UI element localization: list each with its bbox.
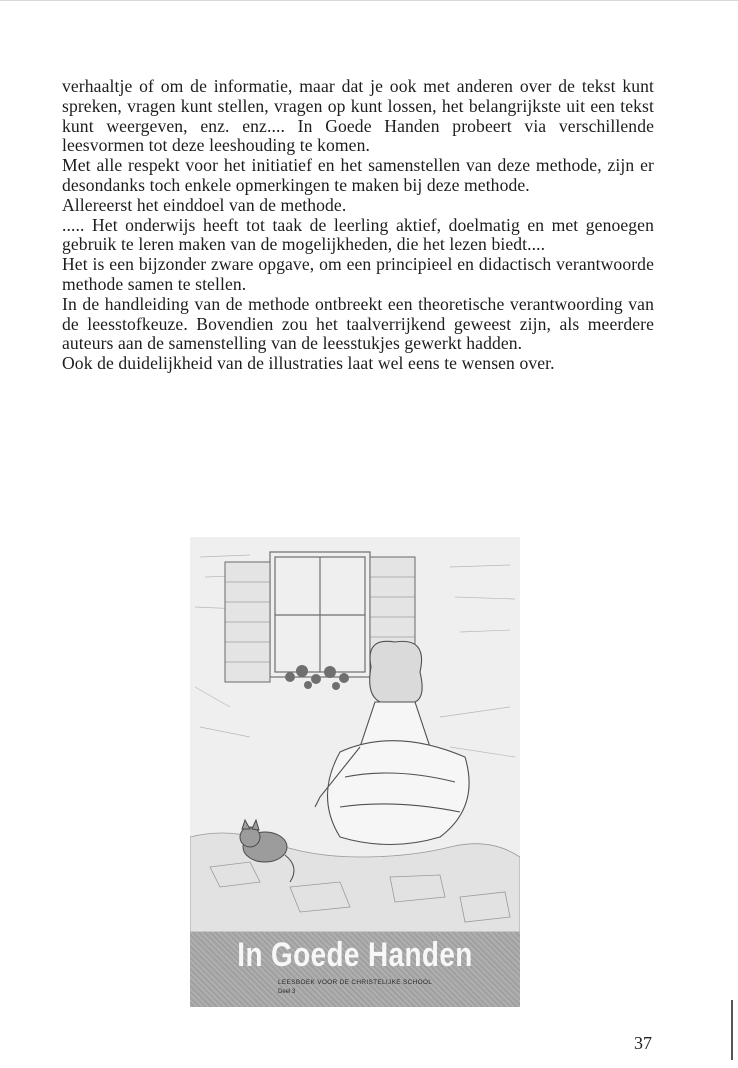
cover-title: In Goede Handen xyxy=(237,936,473,974)
paragraph-5: Het is een bijzonder zware opgave, om een principieel en didactisch verantwoorde methode samen te stellen. xyxy=(62,254,654,294)
page-number: 37 xyxy=(634,1033,652,1053)
paragraph-7: Ook de duidelijkheid van de illustraties laat wel eens te wensen over. xyxy=(62,353,555,374)
paragraph-3: Allereerst het einddoel van de methode. xyxy=(62,194,347,215)
paragraph-1: verhaaltje of om de informatie, maar dat je ook met anderen over de tekst kunt spreken, vragen kunt stellen, vragen op kunt lossen, het belangrijkste uit een tekst kunt weergeven, enz. enz.... In Goede Handen probeert via verschillende leesvormen tot deze leeshouding te komen. xyxy=(62,76,654,156)
page-edge-mark xyxy=(731,1000,733,1060)
paragraph-2: Met alle respekt voor het initiatief en het samenstellen van deze methode, zijn er desondanks toch enkele opmerkingen te maken bij deze methode. xyxy=(62,155,654,195)
cover-part-label: Deel 3 xyxy=(278,989,296,995)
cover-subtitle: LEESBOEK VOOR DE CHRISTELIJKE SCHOOL xyxy=(278,979,433,986)
cover-drawing xyxy=(190,537,520,932)
cover-title-band xyxy=(190,932,520,1007)
body-text xyxy=(62,77,654,374)
paragraph-4: ..... Het onderwijs heeft tot taak de leerling aktief, doelmatig en met genoegen gebruik te leren maken van de mogelijkheden, die het lezen biedt.... xyxy=(62,214,654,255)
top-rule xyxy=(0,0,738,5)
book-cover-illustration xyxy=(190,537,520,1007)
paragraph-6: In de handleiding van de methode ontbreekt een theoretische verantwoording van de leesstofkeuze. Bovendien zou het taalverrijkend geweest zijn, als meerdere auteurs aan de samenstelling van de leesstukjes gewerkt hadden. xyxy=(62,293,654,354)
